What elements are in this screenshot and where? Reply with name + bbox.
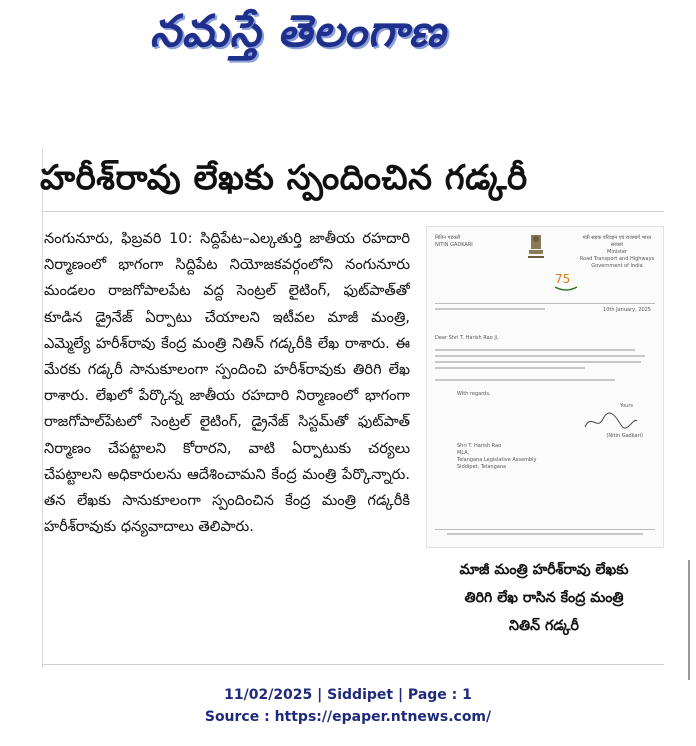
addressee-line: Telangana Legislative Assembly bbox=[457, 457, 537, 463]
reference-number-line bbox=[435, 307, 545, 311]
letter-text-line bbox=[435, 349, 635, 351]
letter-yours: Yours bbox=[619, 403, 633, 409]
headline-divider bbox=[42, 211, 664, 212]
masthead bbox=[0, 0, 696, 82]
caption-line: మాజీ మంత్రి హరీశ్‌రావు లేఖకు bbox=[459, 562, 629, 578]
newspaper-logo: నమస్తే తెలంగాణ bbox=[150, 6, 447, 57]
signature-image bbox=[581, 411, 641, 433]
letter-ministry-block bbox=[577, 235, 657, 270]
article-body bbox=[44, 226, 410, 656]
letter-text-line bbox=[435, 355, 645, 357]
letter-text-line bbox=[435, 361, 641, 363]
letter-sender-name: NITIN GADKARI bbox=[435, 242, 473, 248]
letter-reference bbox=[435, 307, 555, 313]
letter-minister-title: Minister bbox=[607, 249, 627, 255]
source-link[interactable]: Source : https://epaper.ntnews.com/ bbox=[204, 709, 492, 725]
article-paragraph: నంగునూరు, ఫిబ్రవరి 10: సిద్దిపేట–ఎల్కతుర్తి జాతీయ రహదారి నిర్మాణంలో భాగంగా సిద్దిపేట నియోజకవర్గంలోని నంగునూరు మండలం రాజగోపాలపేట వద్ద సెంట్రల్ లైటింగ్, ఫుట్‌పాత్‌తో కూడిన డ్రైనేజ్ ఏర్పాటు చేయాలని ఇటీవల మాజీ మంత్రి, ఎమ్మెల్యే హరీశ్‌రావు కేంద్ర మంత్రి నితిన్ గడ్కరీకి లేఖ రాశారు. ఈ మేరకు గడ్కరీ సానుకూలంగా స్పందించి హరీశ్‌రావుకు తిరిగి లేఖ రాశారు. లేఖలో పేర్కొన్న జాతీయ రహదారి నిర్మాణంలో భాగంగా రాజగోపాల్‌పేటలో సెంట్రల్ లైటింగ్, డ్రైనేజ్ సిస్టమ్‌తో ఫుట్‌పాత్ నిర్మాణం చేపట్టాలని కోరారని, వాటి ఏర్పాటుకు చర్యలు చేపట్టాలని అధికారులను ఆదేశించామని కేంద్ర మంత్రి పేర్కొన్నారు. తన లేఖకు సానుకూలంగా స్పందించిన కేంద్ర మంత్రి గడ్కరీకి హరీశ్‌రావుకు ధన్యవాదాలు తెలిపారు. bbox=[44, 230, 410, 536]
azadi-logo-icon bbox=[553, 269, 579, 293]
addressee-line: Siddipet, Telangana bbox=[457, 464, 507, 470]
caption-line: నితిన్ గడ్కరీ bbox=[509, 618, 579, 634]
letter-ministry: Road Transport and Highways bbox=[579, 256, 655, 262]
letter-image bbox=[426, 226, 664, 548]
letter-footer-address bbox=[447, 533, 643, 535]
letter-salutation: Dear Shri T. Harish Rao ji, bbox=[435, 335, 499, 341]
letter-signatory: (Nitin Gadkari) bbox=[606, 433, 643, 439]
letter-sender-hindi: नितिन गडकरी bbox=[435, 235, 461, 241]
addressee-line: Shri T. Harish Rao bbox=[457, 443, 502, 449]
clipping-bottom-rule bbox=[42, 664, 664, 665]
letter-text-line bbox=[435, 379, 615, 381]
photo-caption bbox=[426, 556, 662, 648]
letter-minister-hindi: मंत्री सड़क परिवहन एवं राजमार्ग भारत सरकार bbox=[582, 235, 652, 248]
caption-line: తిరిగి లేఖ రాసిన కేంద్ర మంత్రి bbox=[464, 590, 624, 606]
letter-header-rule bbox=[435, 303, 655, 304]
letter-addressee bbox=[457, 443, 577, 471]
addressee-line: MLA, bbox=[457, 450, 470, 456]
letter-text-line bbox=[435, 367, 585, 369]
article-headline: హరీశ్‌రావు లేఖకు స్పందించిన గడ్కరీ bbox=[40, 158, 528, 198]
letter-sender-block bbox=[435, 235, 525, 249]
page-footer bbox=[0, 684, 696, 728]
page-edge-rule bbox=[688, 560, 690, 680]
letter-date: 10th January, 2025 bbox=[603, 307, 651, 313]
letter-govt: Government of India bbox=[591, 263, 643, 269]
svg-text:75: 75 bbox=[555, 272, 571, 286]
letter-footer-rule bbox=[435, 529, 655, 530]
national-emblem-icon bbox=[525, 233, 547, 261]
letter-closing: With regards, bbox=[457, 391, 491, 397]
edition-info: 11/02/2025 | Siddipet | Page : 1 bbox=[224, 687, 472, 703]
